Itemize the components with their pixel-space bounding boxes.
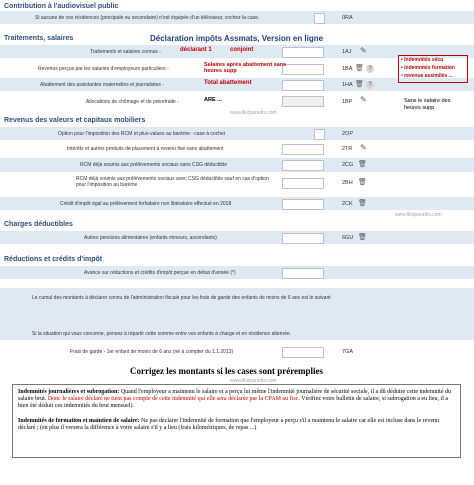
code-1ha: 1HA — [342, 82, 353, 88]
corrigez-banner: Corrigez les montants si les cases sont préremplies — [130, 366, 324, 376]
notes-box — [12, 384, 461, 458]
code-2cg: 2CG — [342, 162, 354, 168]
label-2cg: RCM déjà soumis aux prélèvements sociaux sans CSG déductible — [80, 162, 228, 168]
pencil-icon[interactable]: ✎ — [360, 46, 367, 55]
input-1aj[interactable] — [282, 47, 324, 58]
label-1ha: Abattement des assistantes maternelles et journalistes - — [40, 82, 164, 88]
section-rcm-title: Revenus des valeurs et capitaux mobiliers — [4, 117, 146, 124]
help-icon[interactable]: ? — [366, 65, 374, 73]
input-7ga[interactable] — [282, 347, 324, 358]
input-avance[interactable] — [282, 268, 324, 279]
note-formation — [18, 418, 455, 432]
label-1aj: Traitements et salaires connus - — [90, 49, 161, 55]
annotation-total-abattement: Total abattement — [204, 80, 252, 86]
row-avance — [0, 266, 474, 279]
code-0ra: 0RA — [342, 15, 353, 21]
note-formation-end: (en plus il versera la différence à votre salaire s'il y a lieu (frais kilométriques, de repas ...) — [39, 425, 257, 431]
note-formation-text: Ne pas déclarer l'indemnité de formation que l'employeur a perçu s'il a maintenu le salaire car elle est incluse dans le revenu déclaré ; — [18, 418, 440, 431]
annotation-sans-salaire: Sans le salaire des heures supp — [404, 98, 451, 111]
code-1ba: 1BA — [342, 66, 353, 72]
label-7ga: Frais de garde - 1er enfant de moins de 6 ans (né à compter du 1.1.2013) — [70, 349, 234, 355]
input-2ck[interactable] — [282, 199, 324, 210]
pencil-icon[interactable]: ✎ — [360, 95, 367, 104]
code-1aj: 1AJ — [342, 49, 352, 55]
trash-icon[interactable]: 🗑 — [358, 200, 367, 207]
note-formation-title: Indemnités de formation et maintien de salaire: — [18, 418, 140, 424]
section-reductions-title: Réductions et crédits d'impôt — [4, 256, 103, 263]
note-ij-title: Indemnités journalières et subrogation: — [18, 389, 120, 395]
section-charges-title: Charges déductibles — [4, 221, 73, 228]
value-are: ARE ... — [204, 97, 222, 103]
section-traitements-title: Traitements, salaires — [4, 35, 74, 42]
note-ij — [18, 389, 455, 410]
checkbox-0ra[interactable] — [314, 13, 325, 24]
note-ij-end: Vérifiez votre bulletin de salaire, si subrogation a eu lieu, il a bien été déduit ces indemnités du brut mensuel). — [18, 396, 449, 409]
trash-icon[interactable]: 🗑 — [358, 234, 367, 241]
annotation-list-box — [398, 55, 468, 83]
input-2bh[interactable] — [282, 178, 324, 189]
watermark: www.lllotparadis.com — [230, 110, 277, 116]
trash-icon[interactable]: 🗑 — [358, 179, 367, 186]
code-2ck: 2CK — [342, 201, 353, 207]
label-1bp: Allocations de chômage et de préretraite - — [86, 99, 179, 105]
section-audiovisuel-title: Contribution à l'audiovisuel public — [4, 3, 119, 10]
label-situation: Si la situation qui vous concerne, pensez à répartir cette somme entre vos enfants à charge et en résidence alternée. — [32, 331, 292, 337]
annotation-declarant: déclarant 1 — [180, 47, 212, 53]
help-icon[interactable]: ? — [366, 81, 374, 89]
code-2op: 2OP — [342, 131, 354, 137]
input-2tr[interactable] — [282, 144, 324, 155]
annotation-conjoint: conjoint — [230, 47, 254, 53]
code-7ga: 7GA — [342, 349, 354, 355]
annotation-list-item: • revenus assimilés ... — [401, 73, 453, 79]
annotation-header: Déclaration impôts Assmats, Version en ligne — [150, 34, 324, 43]
checkbox-2op[interactable] — [314, 129, 325, 140]
label-0ra: Si aucune de vos résidences (principale ou secondaire) n'est équipée d'un téléviseur, cochez la case. — [35, 15, 260, 21]
watermark: www.lllotparadis.com — [230, 378, 277, 384]
row-2cg — [0, 158, 474, 172]
annotation-list-item: • indemnités formation — [401, 65, 455, 71]
label-cumul: Le cumul des montants à déclarer connu de l'administration fiscale pour les frais de garde des enfants de moins de 6 ans est le suivant — [32, 295, 331, 301]
input-1ha[interactable] — [282, 80, 324, 91]
code-6gu: 6GU — [342, 235, 354, 241]
annotation-list-item: • Indemnités sécu — [401, 57, 444, 63]
trash-icon[interactable]: 🗑 — [355, 65, 364, 72]
label-avance: Avance sur réductions et crédits d'impôt perçue en début d'année (*) — [84, 270, 236, 276]
annotation-salaires: Salaires après abattement sans heures supp — [204, 62, 287, 74]
label-2bh: RCM déjà soumis aux prélèvements sociaux avec CSG déductible sauf en cas d'option pour l'imposition au barème — [76, 176, 269, 188]
note-ij-text: Quand l'employeur a maintenu le salaire et a perçu lui même l'indemnité journalière de sécurité sociale, il a dû déduire cette indemnité du salaire brut. — [18, 389, 451, 402]
label-1ba: Revenus perçus par les salariés d'employeurs particuliers - — [38, 66, 169, 72]
label-2op: Option pour l'imposition des RCM et plus-values au barème - case à cocher — [58, 131, 226, 137]
code-1bp: 1BP — [342, 99, 353, 105]
input-1bp[interactable] — [282, 96, 324, 107]
label-2ck: Crédit d'impôt égal au prélèvement forfaitaire non libératoire effectué en 2018 — [60, 201, 232, 207]
code-2bh: 2BH — [342, 180, 353, 186]
input-2cg[interactable] — [282, 160, 324, 171]
label-6gu: Autres pensions alimentaires (enfants mineurs, ascendants) — [84, 235, 217, 241]
input-6gu[interactable] — [282, 233, 324, 244]
note-ij-red: Donc le salaire déclaré ne tient pas compte de cette indemnité qui elle sera déclarée par la CPAM au fisc. — [47, 396, 300, 402]
code-2tr: 2TR — [342, 146, 353, 152]
watermark: www.lllotparadis.com — [395, 212, 442, 218]
trash-icon[interactable]: 🗑 — [355, 81, 364, 88]
pencil-icon[interactable]: ✎ — [360, 143, 367, 152]
trash-icon[interactable]: 🗑 — [358, 161, 367, 168]
label-2tr: Intérêts et autres produits de placement à revenu fixe sans abattement — [67, 146, 224, 152]
row-6gu — [0, 231, 474, 244]
